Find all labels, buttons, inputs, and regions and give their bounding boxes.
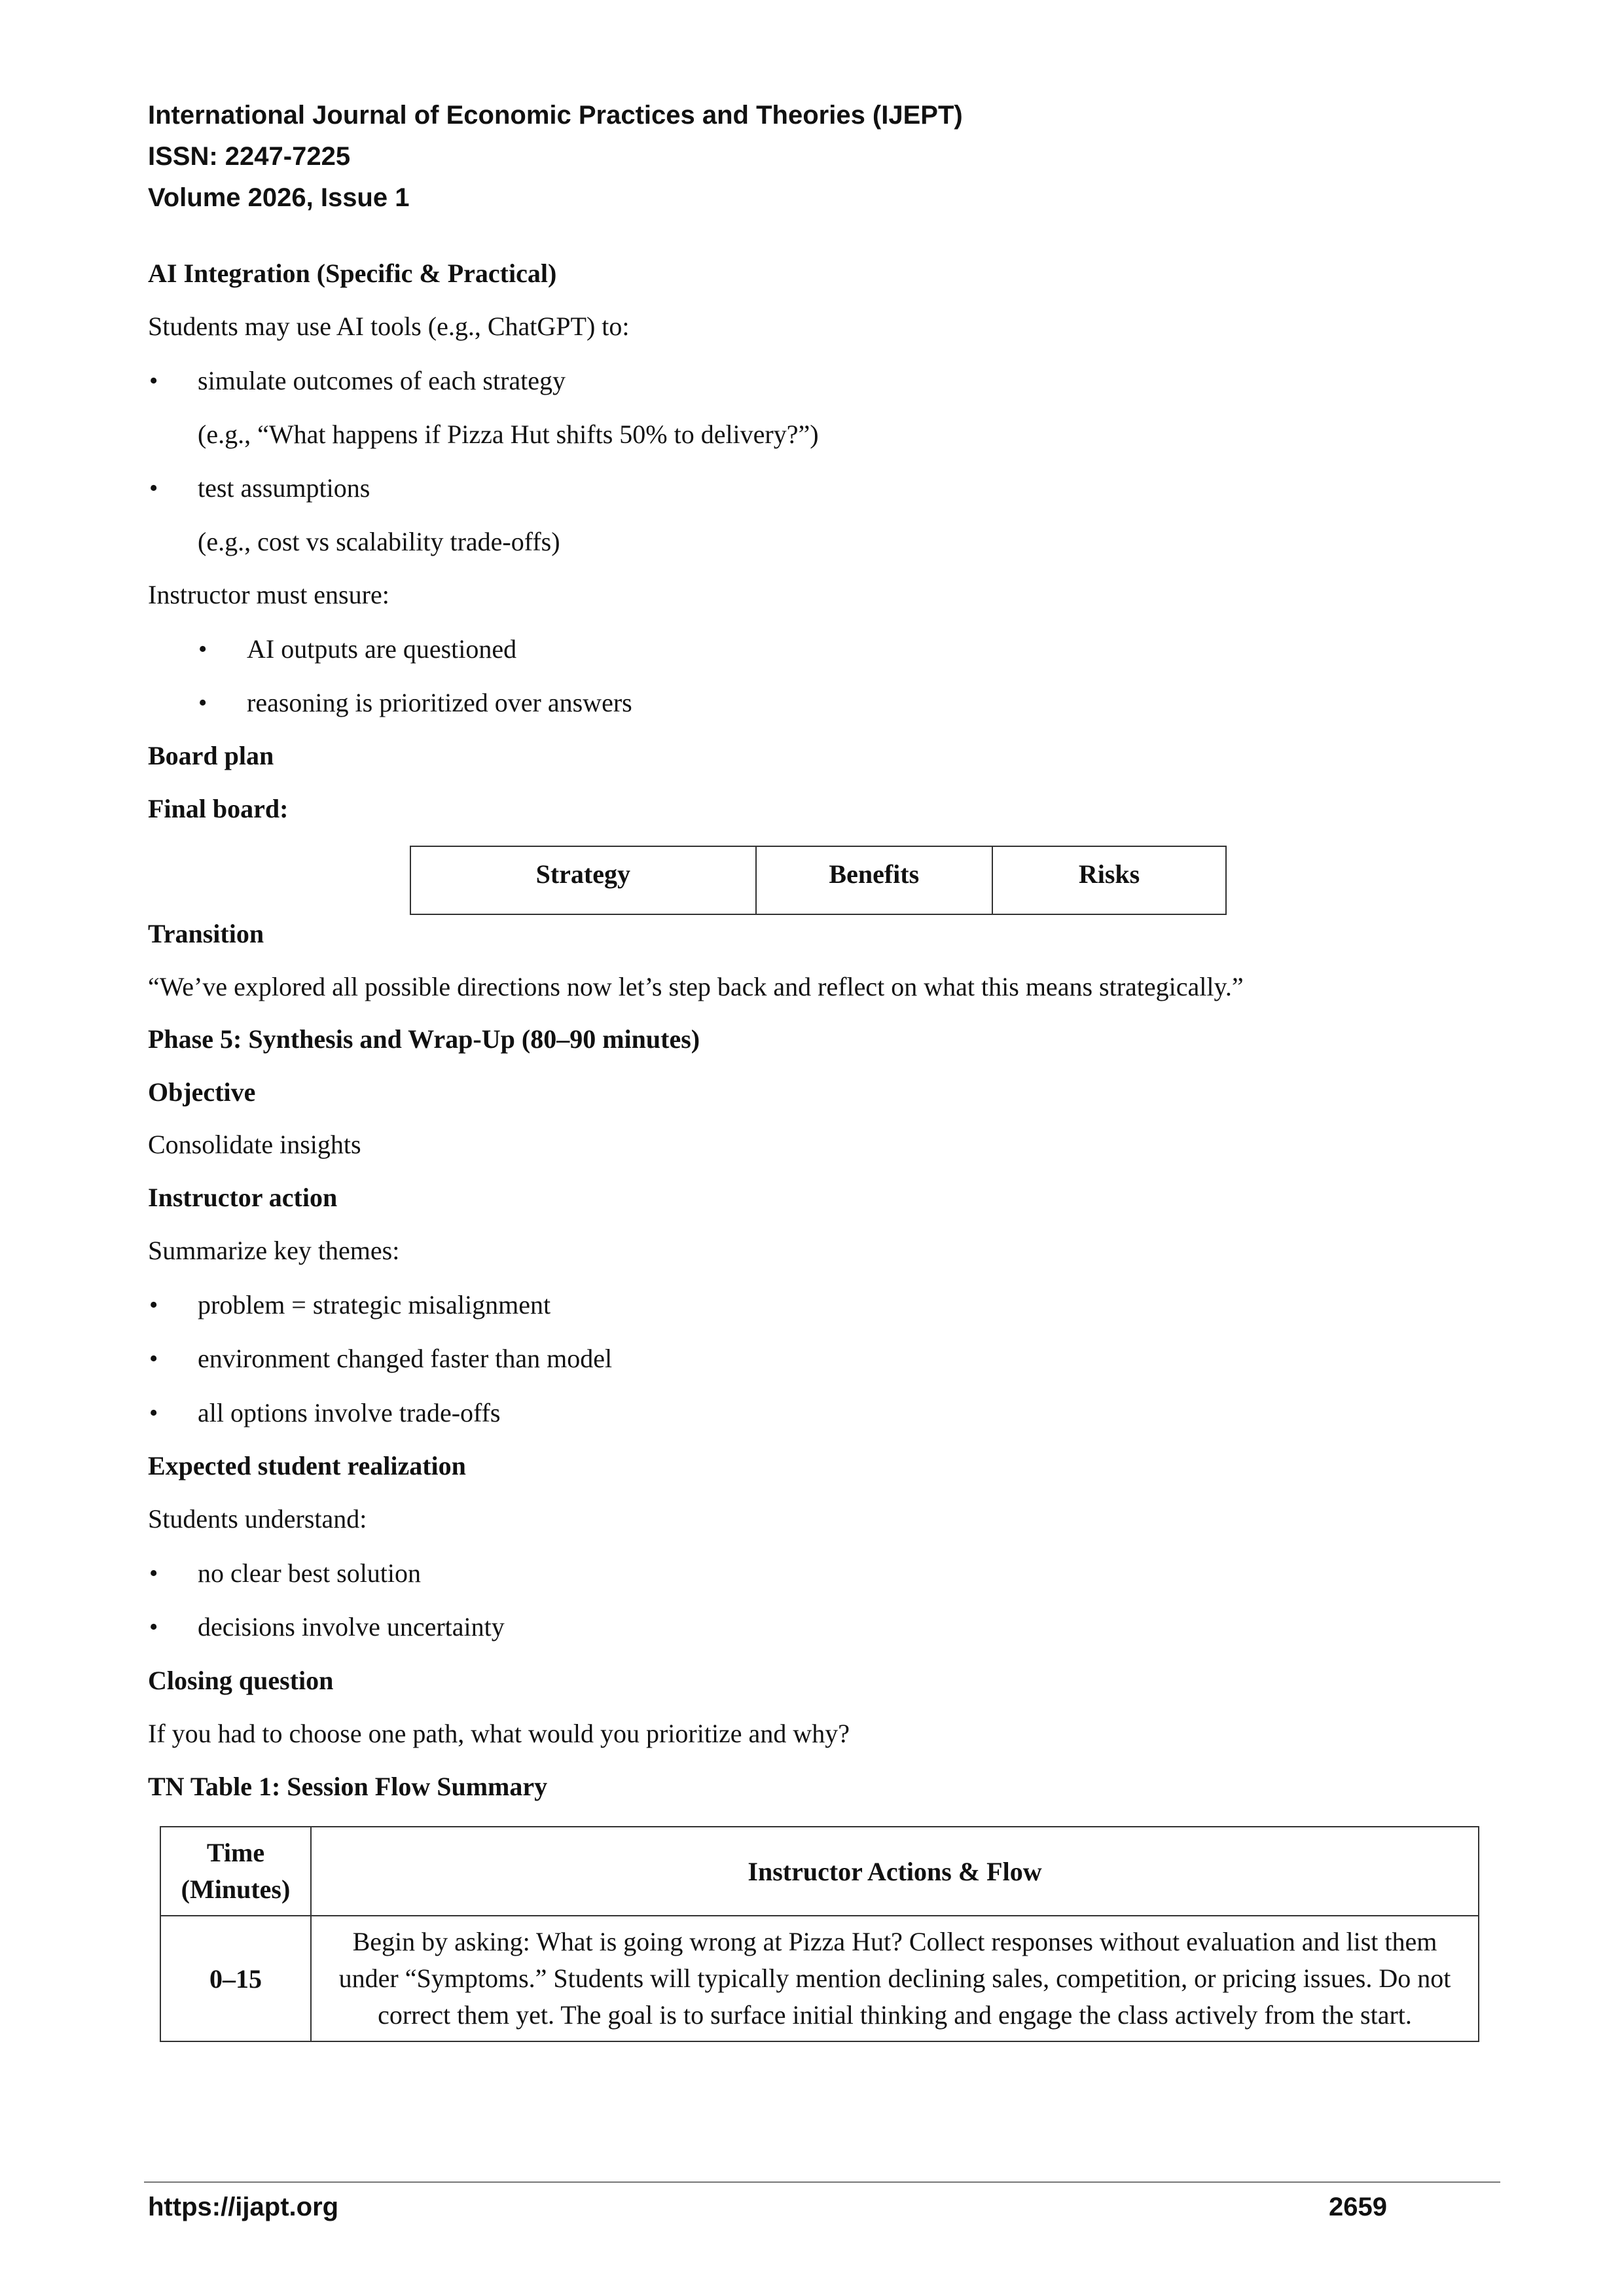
- bullet-dot: •: [149, 1291, 158, 1319]
- bullet-dot: •: [149, 1560, 158, 1587]
- realization-1: no clear best solution: [198, 1558, 422, 1588]
- closing-heading: Closing question: [148, 1666, 334, 1695]
- instructor-bullet-2: reasoning is prioritized over answers: [247, 688, 632, 717]
- instructor-action-heading: Instructor action: [148, 1183, 338, 1212]
- realization-heading: Expected student realization: [148, 1451, 466, 1480]
- row-actions: Begin by asking: What is going wrong at Pizza Hut? Collect responses without evaluation and list them under “Symptoms.” Students will typically mention declining sales, competition, or pricing issues. Do not correct them yet. The goal is to surface initial thinking and engage the class actively from the start.: [311, 1916, 1479, 2041]
- closing-question: If you had to choose one path, what would you prioritize and why?: [148, 1719, 850, 1748]
- realization-2: decisions involve uncertainty: [198, 1612, 505, 1641]
- bullet-dot: •: [149, 1399, 158, 1427]
- table-row: [160, 1916, 1479, 2041]
- transition-heading: Transition: [148, 919, 264, 948]
- theme-1: problem = strategic misalignment: [198, 1290, 551, 1319]
- journal-volume: Volume 2026, Issue 1: [148, 183, 410, 212]
- board-col-risks: Risks: [992, 846, 1226, 914]
- realization-intro: Students understand:: [148, 1504, 367, 1534]
- action-intro: Summarize key themes:: [148, 1236, 400, 1265]
- transition-quote: “We’ve explored all possible directions now let’s step back and reflect on what this means strategically.”: [148, 972, 1244, 1001]
- col-time-header: Time (Minutes): [160, 1827, 311, 1916]
- bullet-dot: •: [149, 475, 158, 502]
- ai-bullet-1-example: (e.g., “What happens if Pizza Hut shifts 50% to delivery?”): [198, 420, 819, 449]
- theme-2: environment changed faster than model: [198, 1344, 613, 1373]
- row-time: 0–15: [160, 1916, 311, 2041]
- footer-url: https://ijapt.org: [148, 2193, 339, 2221]
- footer-divider: [144, 2181, 1500, 2183]
- tn-table-caption: TN Table 1: Session Flow Summary: [148, 1772, 548, 1801]
- journal-issn: ISSN: 2247-7225: [148, 142, 351, 171]
- final-board-table: [410, 846, 1227, 915]
- board-col-strategy: Strategy: [410, 846, 756, 914]
- ai-bullet-1: simulate outcomes of each strategy: [198, 366, 566, 395]
- bullet-dot: •: [149, 1613, 158, 1641]
- bullet-dot: •: [149, 1345, 158, 1372]
- ai-integration-heading: AI Integration (Specific & Practical): [148, 259, 557, 288]
- session-flow-table: [160, 1826, 1479, 2042]
- page-number: 2659: [1329, 2193, 1387, 2221]
- bullet-dot: •: [149, 367, 158, 395]
- ai-bullet-2-example: (e.g., cost vs scalability trade-offs): [198, 527, 560, 556]
- board-plan-heading: Board plan: [148, 741, 274, 770]
- ai-bullet-2: test assumptions: [198, 473, 370, 503]
- objective-heading: Objective: [148, 1077, 256, 1107]
- board-col-benefits: Benefits: [756, 846, 992, 914]
- bullet-dot: •: [198, 689, 208, 717]
- phase5-heading: Phase 5: Synthesis and Wrap-Up (80–90 minutes): [148, 1024, 700, 1054]
- final-board-label: Final board:: [148, 794, 289, 823]
- instructor-intro: Instructor must ensure:: [148, 580, 389, 609]
- col-actions-header: Instructor Actions & Flow: [311, 1827, 1479, 1916]
- instructor-bullet-1: AI outputs are questioned: [247, 634, 517, 664]
- journal-title: International Journal of Economic Practices and Theories (IJEPT): [148, 101, 963, 130]
- ai-intro: Students may use AI tools (e.g., ChatGPT) to:: [148, 312, 630, 341]
- bullet-dot: •: [198, 636, 208, 663]
- objective-text: Consolidate insights: [148, 1130, 361, 1159]
- theme-3: all options involve trade-offs: [198, 1398, 501, 1427]
